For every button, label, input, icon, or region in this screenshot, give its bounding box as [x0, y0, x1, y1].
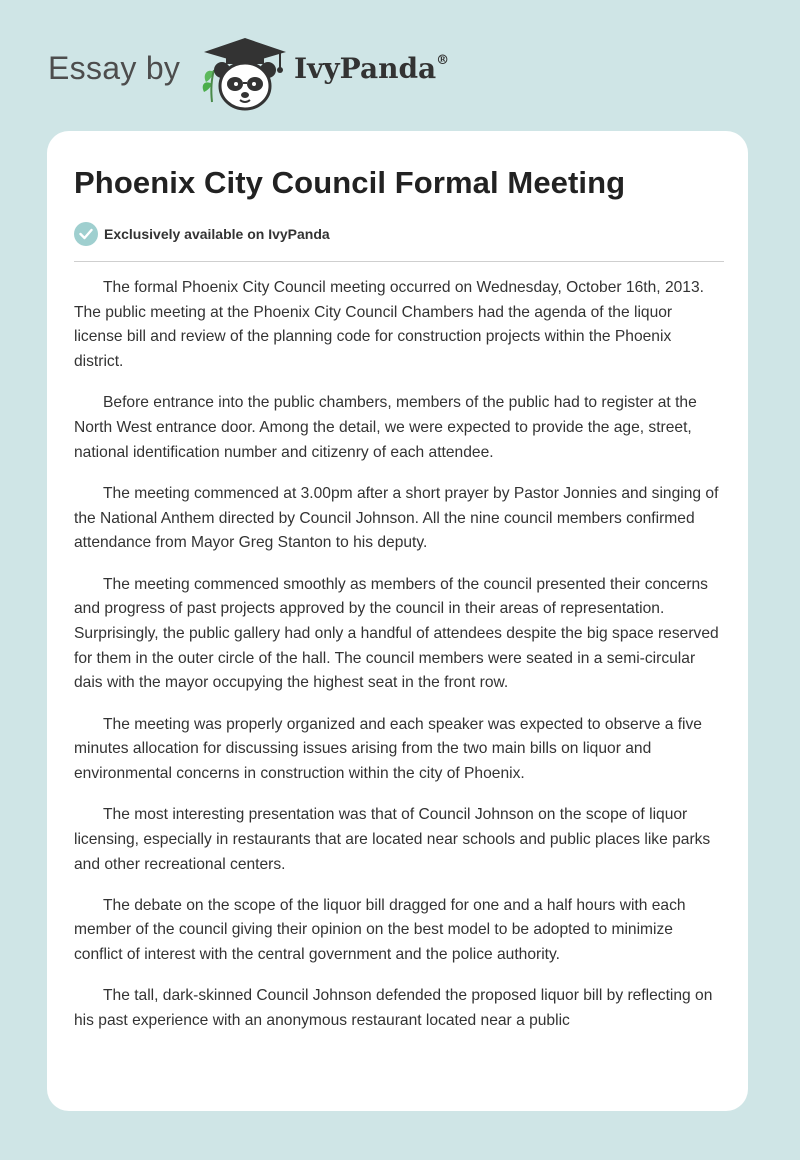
- availability-text: Exclusively available on IvyPanda: [104, 226, 330, 242]
- paragraph: The tall, dark-skinned Council Johnson defended the proposed liquor bill by reflecting on his past experience with an anonymous restaurant located near a public: [74, 987, 713, 1030]
- essay-body: [74, 276, 724, 1050]
- paragraph: The debate on the scope of the liquor bill dragged for one and a half hours with each member of the council giving their opinion on the best model to be adopted to minimize conflict of interest with the central government and the police authority.: [74, 896, 686, 964]
- paragraph: The meeting commenced at 3.00pm after a short prayer by Pastor Jonnies and singing of the National Anthem directed by Council Johnson. All the nine council members confirmed attendance from Mayor Greg Stanton to his deputy.: [74, 484, 719, 552]
- paragraph: The meeting was properly organized and each speaker was expected to observe a five minutes allocation for discussing issues arising from the two main bills on liquor and environmental concerns in construction within the city of Phoenix.: [74, 715, 702, 782]
- availability-badge: [74, 221, 330, 247]
- paragraph: The most interesting presentation was that of Council Johnson on the scope of liquor licensing, especially in restaurants that are located near schools and public places like parks and other recreational centers.: [74, 806, 711, 873]
- check-icon: [74, 222, 98, 246]
- paragraph: The meeting commenced smoothly as members of the council presented their concerns and progress of past projects approved by the council in their areas of representation. Surprisingly, the public gallery had only a handful of attendees despite the big space reserved for them in the outer circle of the hall. The council members were seated in a semi-circular dais with the mayor occupying the highest seat in the front row.: [74, 575, 719, 692]
- trademark-symbol: ®: [436, 52, 450, 68]
- essay-by-label: Essay by: [48, 50, 181, 86]
- essay-card: [47, 131, 748, 1111]
- paragraph: Before entrance into the public chambers, members of the public had to register at the North West entrance door. Among the detail, we were expected to provide the age, street, national identification number and citizenry of each attendee.: [74, 394, 697, 461]
- brand-name[interactable]: IvyPanda®: [294, 52, 450, 85]
- site-header: [48, 34, 508, 114]
- paragraph: The formal Phoenix City Council meeting occurred on Wednesday, October 16th, 2013. The public meeting at the Phoenix City Council Chambers had the agenda of the liquor license bill and review of the planning code for construction projects within the Phoenix district.: [74, 279, 704, 371]
- divider: [74, 261, 724, 262]
- page-title: Phoenix City Council Formal Meeting: [74, 165, 626, 200]
- panda-graduate-icon[interactable]: [200, 34, 290, 112]
